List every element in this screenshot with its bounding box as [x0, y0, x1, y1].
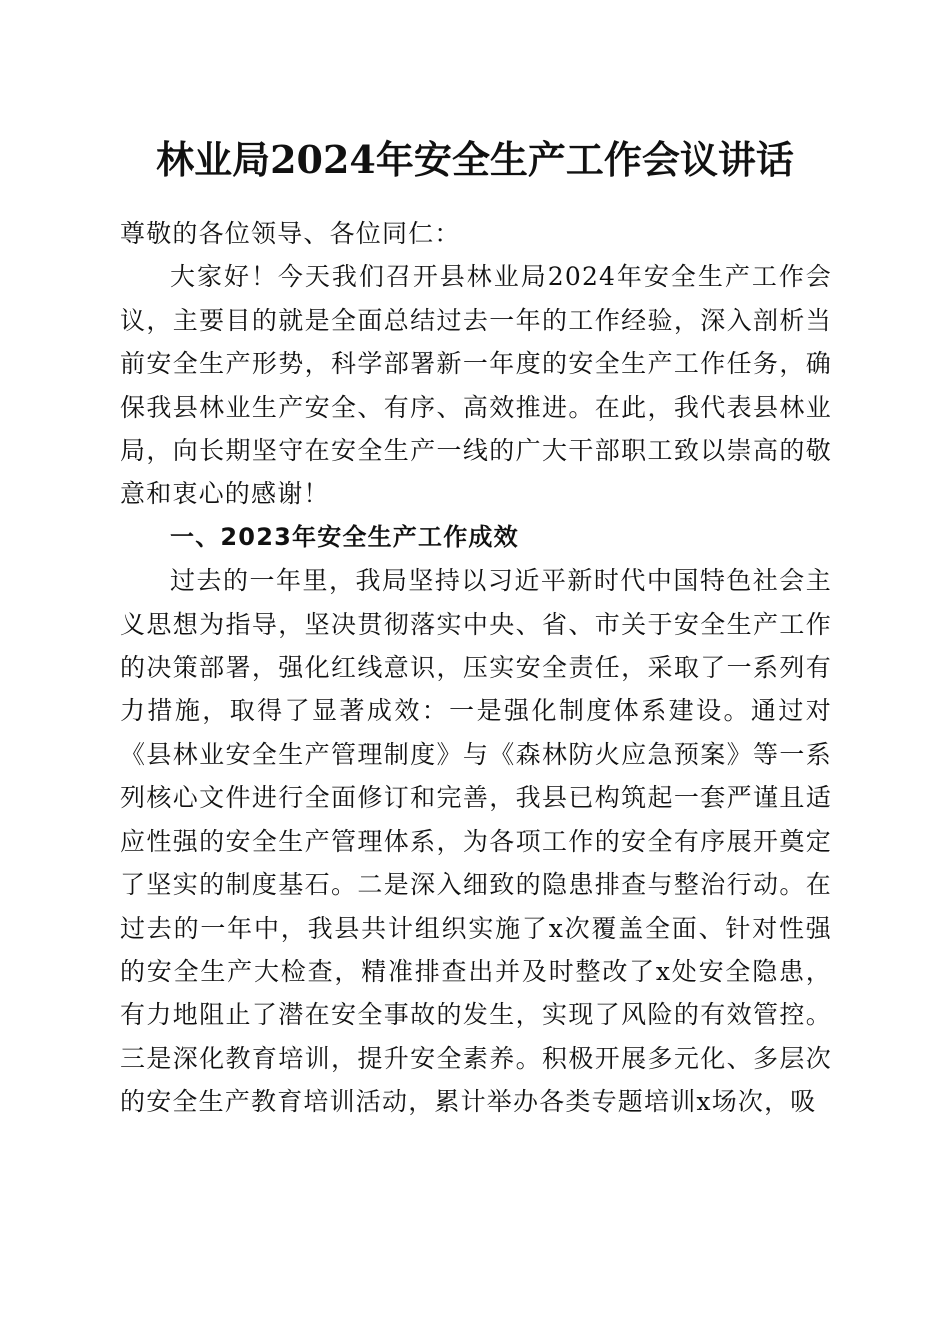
section-one-heading: 一、2023年安全生产工作成效	[170, 522, 519, 551]
document-title: 林业局2024年安全生产工作会议讲话	[156, 137, 794, 182]
document-body	[120, 212, 832, 1124]
salutation: 尊敬的各位领导、各位同仁：	[120, 219, 461, 248]
opening-paragraph: 大家好！今天我们召开县林业局2024年安全生产工作会议，主要目的就是全面总结过去一年的工作经验，深入剖析当前安全生产形势，科学部署新一年度的安全生产工作任务，确保我县林业生产安全、有序、高效推进。在此，我代表县林业局，向长期坚守在安全生产一线的广大干部职工致以崇高的敬意和衷心的感谢！	[120, 262, 832, 509]
section-one-paragraph: 过去的一年里，我局坚持以习近平新时代中国特色社会主义思想为指导，坚决贯彻落实中央、省、市关于安全生产工作的决策部署，强化红线意识，压实安全责任，采取了一系列有力措施，取得了显著成效：一是强化制度体系建设。通过对《县林业安全生产管理制度》与《森林防火应急预案》等一系列核心文件进行全面修订和完善，我县已构筑起一套严谨且适应性强的安全生产管理体系，为各项工作的安全有序展开奠定了坚实的制度基石。二是深入细致的隐患排查与整治行动。在过去的一年中，我县共计组织实施了x次覆盖全面、针对性强的安全生产大检查，精准排查出并及时整改了x处安全隐患，有力地阻止了潜在安全事故的发生，实现了风险的有效管控。三是深化教育培训，提升安全素养。积极开展多元化、多层次的安全生产教育培训活动，累计举办各类专题培训x场次，吸	[120, 566, 832, 1117]
